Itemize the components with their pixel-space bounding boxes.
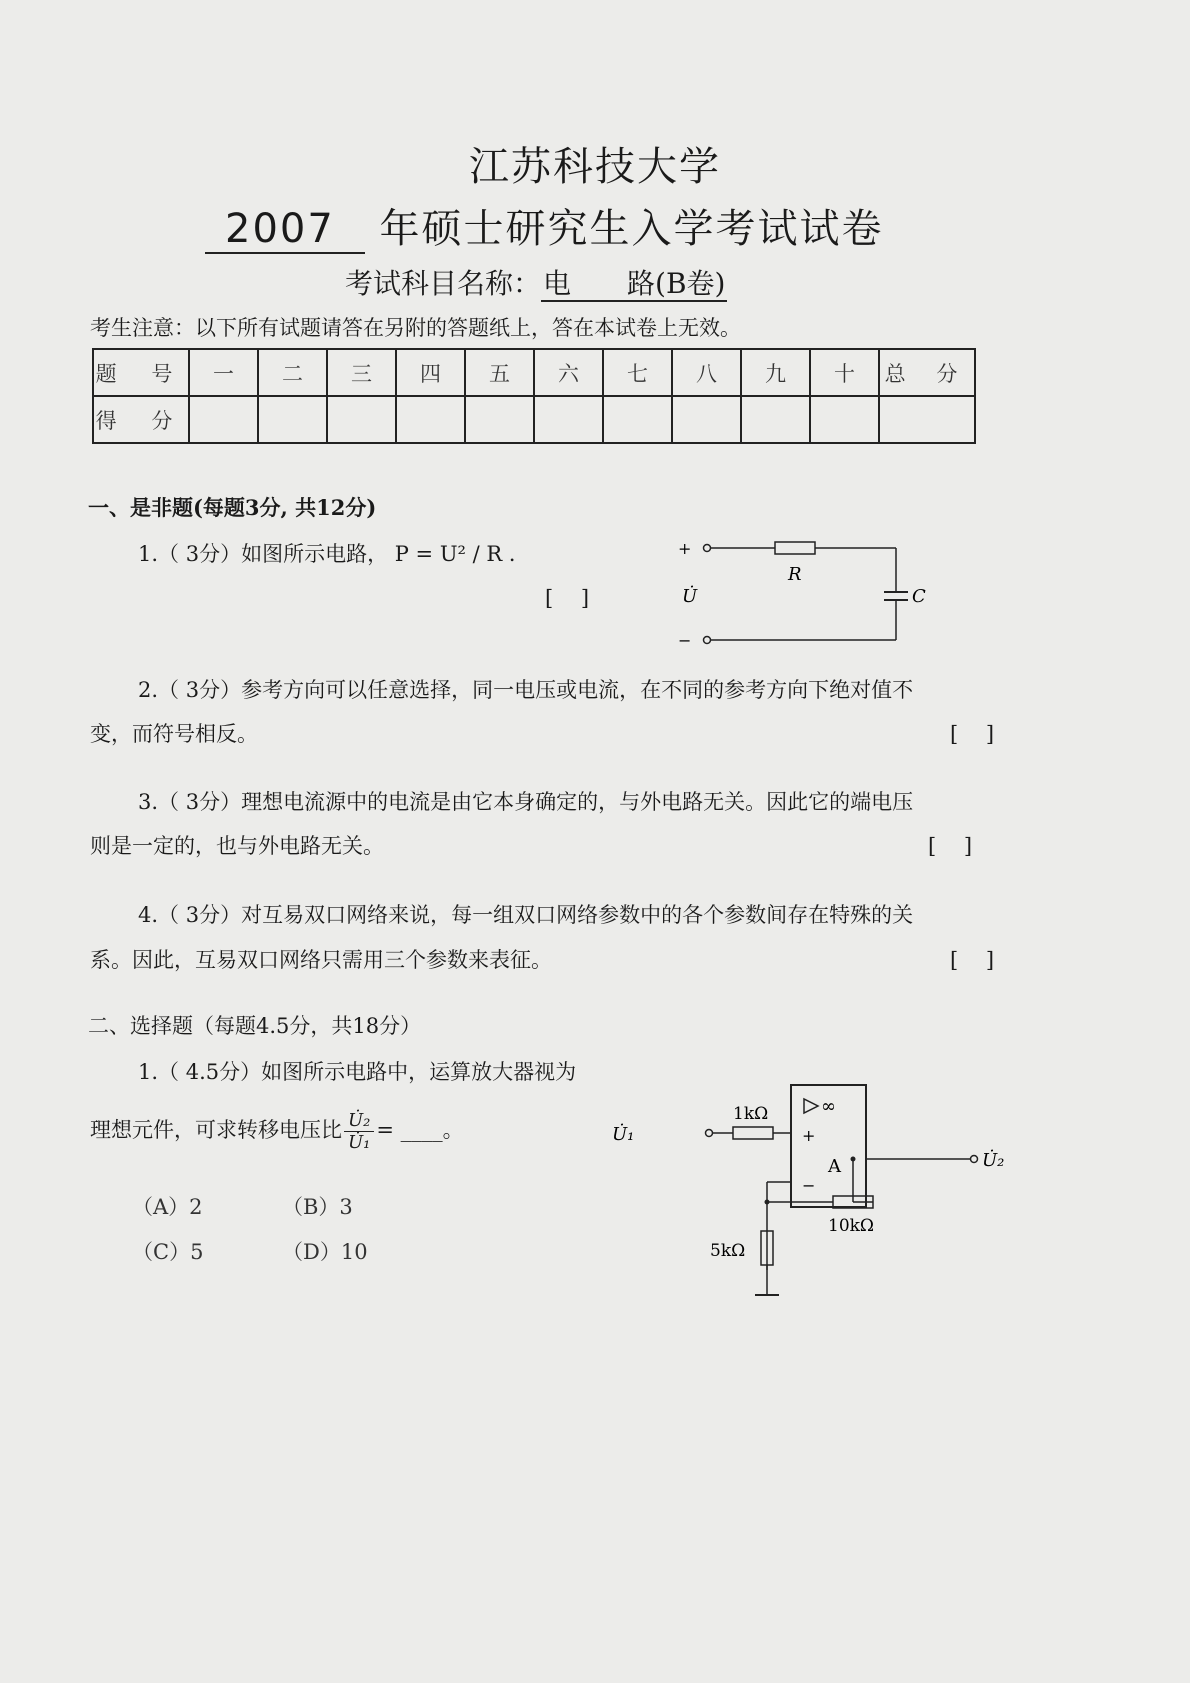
- cell: [603, 396, 672, 443]
- cell: 题 号: [93, 349, 189, 396]
- question-1-2-line2: 变，而符号相反。: [90, 722, 258, 746]
- cell: [672, 396, 741, 443]
- exam-notice: 考生注意：以下所有试题请答在另附的答题纸上，答在本试卷上无效。: [90, 316, 741, 340]
- terminal-minus: [704, 637, 711, 644]
- cell: [189, 396, 258, 443]
- terminal-plus: [704, 545, 711, 552]
- source-label: U̇: [682, 586, 698, 607]
- minus-input-label: −: [802, 1176, 816, 1195]
- voltage-ratio: [344, 1110, 374, 1153]
- subject-line: [345, 262, 727, 302]
- resistor-1k: [733, 1127, 773, 1139]
- infinity-label: ∞: [821, 1096, 836, 1117]
- question-1-4-line1: 4.（ 3分）对互易双口网络来说，每一组双口网络参数中的各个参数间存在特殊的关: [138, 903, 914, 927]
- input-label: U̇₁: [612, 1124, 635, 1145]
- resistor-r: [775, 542, 815, 554]
- question-2-1-line1: 1.（ 4.5分）如图所示电路中，运算放大器视为: [138, 1060, 577, 1084]
- question-1-4-line2: 系。因此，互易双口网络只需用三个参数来表征。: [90, 948, 552, 972]
- subject-label: 考试科目名称：: [345, 267, 542, 300]
- answer-bracket: [ ]: [545, 586, 590, 610]
- score-table-row: [93, 396, 975, 443]
- option-a: （A）2: [132, 1195, 203, 1219]
- output-label: U̇₂: [982, 1150, 1005, 1171]
- option-b: （B）3: [282, 1195, 353, 1219]
- r-g-label: 5kΩ: [710, 1241, 746, 1261]
- cell: 二: [258, 349, 327, 396]
- exam-year: 2007: [205, 206, 365, 254]
- answer-bracket: [ ]: [950, 722, 995, 746]
- score-table-header: [93, 349, 975, 396]
- cell: 十: [810, 349, 879, 396]
- question-1-2-line1: 2.（ 3分）参考方向可以任意选择，同一电压或电流，在不同的参考方向下绝对值不: [138, 678, 914, 702]
- answer-bracket: [ ]: [950, 948, 995, 972]
- resistor-label: R: [788, 564, 802, 585]
- cell: 总 分: [879, 349, 975, 396]
- ratio-numerator: U̇₂: [344, 1110, 374, 1132]
- cell: [879, 396, 975, 443]
- question-1-1: 1.（ 3分）如图所示电路， P = U² / R ．: [138, 542, 530, 566]
- score-table: [92, 348, 976, 444]
- cell: 得 分: [93, 396, 189, 443]
- question-text: 理想元件，可求转移电压比: [90, 1118, 342, 1142]
- cell: 六: [534, 349, 603, 396]
- r-f-label: 10kΩ: [828, 1216, 875, 1236]
- cell: [810, 396, 879, 443]
- exam-title: [205, 197, 884, 254]
- cell: [327, 396, 396, 443]
- cell: 七: [603, 349, 672, 396]
- minus-label: −: [678, 631, 692, 650]
- university-name: 江苏科技大学: [469, 144, 721, 190]
- cell: 四: [396, 349, 465, 396]
- question-1-3-line1: 3.（ 3分）理想电流源中的电流是由它本身确定的，与外电路无关。因此它的端电压: [138, 790, 914, 814]
- plus-label: +: [678, 539, 692, 558]
- exam-title-text: 年硕士研究生入学考试试卷: [379, 206, 884, 252]
- subject-name: 电 路(B卷): [543, 267, 726, 300]
- cell: 八: [672, 349, 741, 396]
- cell: 五: [465, 349, 534, 396]
- rc-circuit-diagram: [670, 530, 930, 650]
- question-2-1-line2: [90, 1110, 464, 1153]
- option-c: （C）5: [132, 1240, 204, 1264]
- answer-blank: = ____。: [376, 1118, 464, 1142]
- opamp-triangle-icon: [804, 1099, 818, 1113]
- cell: 一: [189, 349, 258, 396]
- r-in-label: 1kΩ: [733, 1104, 769, 1124]
- amp-label: A: [828, 1156, 841, 1177]
- option-d: （D）10: [282, 1240, 368, 1264]
- cell: [258, 396, 327, 443]
- ratio-denominator: U̇₁: [348, 1132, 371, 1153]
- cell: [465, 396, 534, 443]
- opamp-circuit: [600, 1060, 1030, 1310]
- plus-input-label: +: [802, 1126, 816, 1145]
- cell: 三: [327, 349, 396, 396]
- capacitor-label: C: [912, 586, 926, 607]
- section2-title: 二、选择题（每题4.5分，共18分）: [88, 1014, 422, 1038]
- section1-title: 一、是非题(每题3分, 共12分): [88, 495, 377, 520]
- question-1-3-line2: 则是一定的，也与外电路无关。: [90, 834, 384, 858]
- cell: [396, 396, 465, 443]
- cell: 九: [741, 349, 810, 396]
- answer-bracket: [ ]: [928, 834, 973, 858]
- cell: [741, 396, 810, 443]
- cell: [534, 396, 603, 443]
